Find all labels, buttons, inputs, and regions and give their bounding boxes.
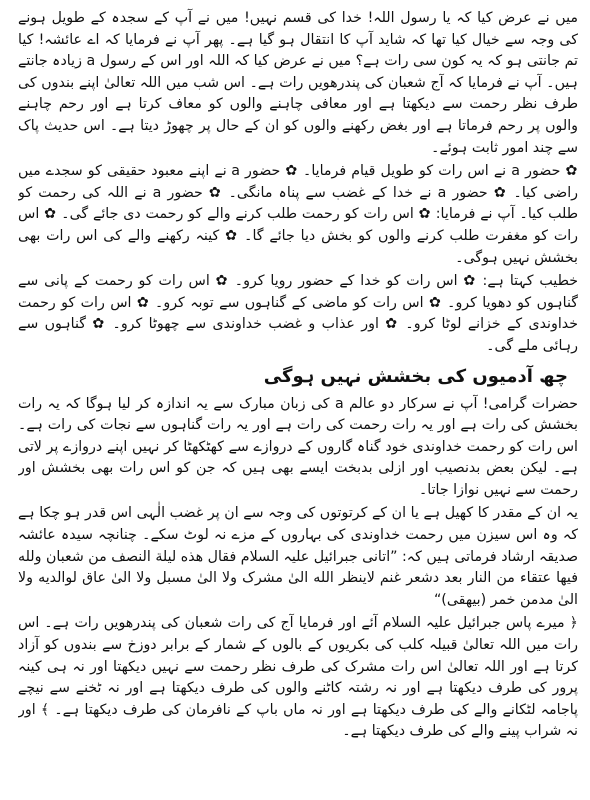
paragraph-1: میں نے عرض کیا کہ یا رسول اللہ! خدا کی قسم نہیں! میں نے آپ کے سجدہ کے طویل ہونے کی وجہ سے خیال کیا تھا کہ شاید آپ کا انتقال ہو گیا ہے۔ پھر آپ نے فرمایا کہ اے عائشہ! کیا تم جانتی ہو کہ یہ کون سی رات ہے؟ میں نے عرض کیا کہ اللہ اور اس کے رسول a زیادہ جانتے ہیں۔ آپ نے فرمایا کہ آج شعبان کی پندرھویں رات ہے۔ اس شب میں اللہ تعالیٰ اپنے بندوں کی طرف نظر رحمت سے دیکھتا ہے اور معافی چاہنے والوں کو معاف کرتا ہے اور رحم چاہنے والوں پر رحم فرماتا ہے اور بغض رکھنے والوں کو ان کے حال پر چھوڑ دیتا ہے۔ اس حدیث پاک سے چند امور ثابت ہوئے۔ (18, 10, 578, 156)
paragraph-2-bullets: ✿ حضور a نے اس رات کو طویل قیام فرمایا۔ ✿ حضور a نے اپنے معبود حقیقی کو سجدے میں راضی کیا۔ ✿ حضور a نے خدا کے غضب سے پناہ مانگی۔ ✿ حضور a نے اللہ کی رحمت کو طلب کیا۔ آپ نے فرمایا: ✿ اس رات کو رحمت طلب کرنے والے کو رحمت دی جائے گی۔ ✿ اس رات کو مغفرت طلب کرنے والوں کو بخش دیا جائے گا۔ ✿ کینہ رکھنے والے کی اس رات بھی بخشش نہیں ہوگی۔ (18, 163, 578, 266)
paragraph-3-bullets: خطیب کہتا ہے: ✿ اس رات کو خدا کے حضور رویا کرو۔ ✿ اس رات کو رحمت کے پانی سے گناہوں کو دھویا کرو۔ ✿ اس رات کو ماضی کے گناہوں سے توبہ کرو۔ ✿ اس رات کو رحمت خداوندی کے خزانے لوٹا کرو۔ ✿ اور عذاب و غضب خداوندی سے چھوٹا کرو۔ ✿ گناہوں سے رہائی ملے گی۔ (18, 273, 578, 354)
paragraph-5: یہ ان کے مقدر کا کھیل ہے یا ان کے کرتوتوں کی وجہ سے ان پر غضب الٰہی اس قدر ہو چکا ہے کہ وہ اس سیزن میں رحمت خداوندی کی بہاروں کے مزے نہ لوٹ سکے۔ چنانچہ سیدہ عائشہ صدیقہ ارشاد فرماتی ہیں کہ: ”اتانی جبرائیل علیہ السلام فقال هذه لیلة النصف من شعبان ولله فیها عتقاء من النار بعد دشعر غنم لاینظر الله الیٰ مشرک ولا الیٰ مسبل ولا الیٰ عاق لوالدیه ولا الیٰ مدمن خمر (بیهقی)“ (18, 505, 578, 608)
paragraph-4: حضرات گرامی! آپ نے سرکار دو عالم a کی زبان مبارک سے یہ اندازہ کر لیا ہوگا کہ یہ رات بخشش کی رات ہے اور یہ رات رحمت کی رات ہے اور یہ رات گناہوں سے نجات کی رات ہے۔ اس رات کو رحمت خداوندی خود گناہ گاروں کے دروازے سے کھٹکھٹا کر نہیں اپنے دروازے پر لاتی ہے۔ لیکن بعض بدنصیب اور ازلی بدبخت ایسے بھی ہیں کہ جن کو اس رات بھی بخشش اور رحمت سے نہیں نوازا جاتا۔ (18, 395, 578, 498)
section-heading: چھ آدمیوں کی بخشش نہیں ہوگی (263, 365, 568, 387)
paragraph-6: ﴿ میرے پاس جبرائیل علیہ السلام آئے اور فرمایا آج کی رات شعبان کی پندرھویں رات ہے۔ اس رات میں اللہ تعالیٰ قبیلہ کلب کی بکریوں کے بالوں کے شمار کے برابر دوزخ سے بندوں کو آزاد کرتا ہے اور اللہ تعالیٰ اس رات مشرک کی طرف نظر رحمت سے نہیں دیکھتا اور نہ ہی کینہ پرور کی طرف دیکھتا ہے اور نہ رشتہ کاٹنے والوں کی طرف دیکھتا ہے اور نہ ٹخنے سے نیچے پاجامہ لٹکانے والے کی طرف دیکھتا ہے اور نہ ماں باپ کے نافرمان کی طرف دیکھتا ہے۔ ﴾ اور نہ شراب پینے والے کی طرف دیکھتا ہے۔ (18, 615, 578, 740)
document-page (18, 8, 578, 794)
